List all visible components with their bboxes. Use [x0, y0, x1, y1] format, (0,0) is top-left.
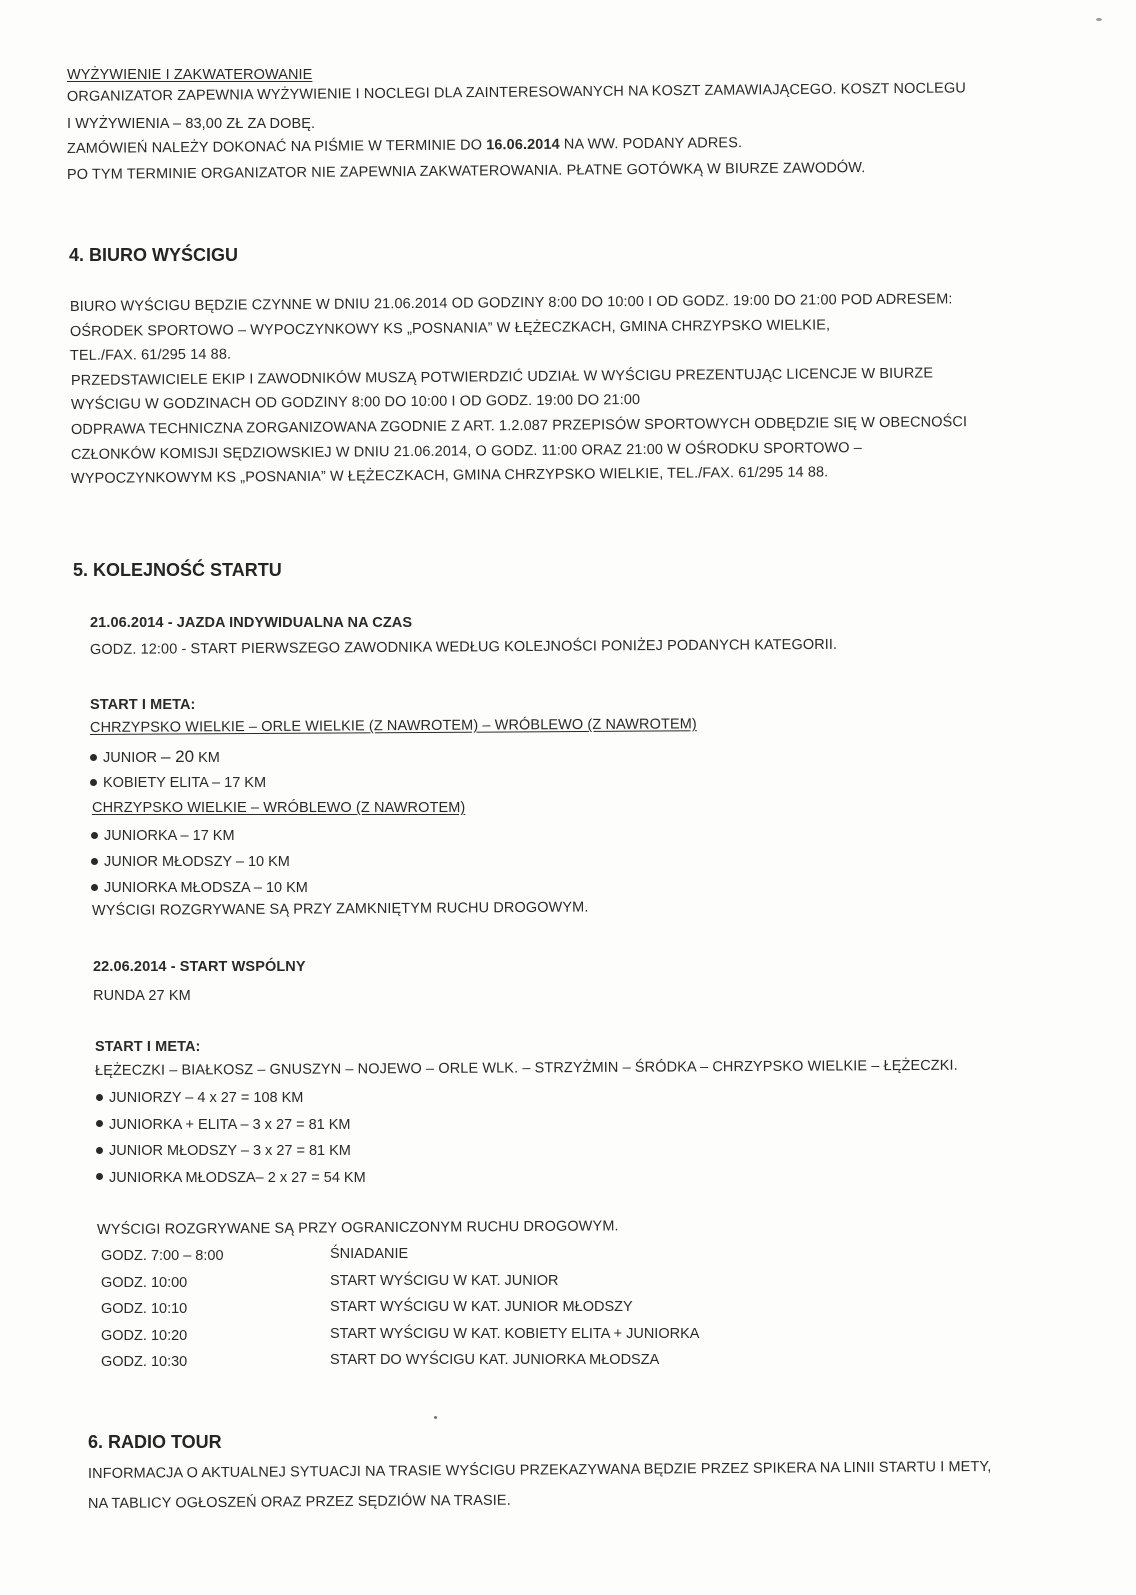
- day1-route2-item: [91, 827, 235, 845]
- day2-title: 22.06.2014 - START WSPÓLNY: [93, 959, 306, 975]
- schedule-time: GODZ. 10:20: [101, 1327, 188, 1344]
- section-4-line: OŚRODEK SPORTOWO – WYPOCZYNKOWY KS „POSNANIA” W ŁĘŻECZKACH, GMINA CHRZYPSKO WIELKIE,: [70, 316, 831, 340]
- schedule-activity: START WYŚCIGU W KAT. KOBIETY ELITA + JUNIORKA: [330, 1325, 700, 1342]
- section-6-line: INFORMACJA O AKTUALNEJ SYTUACJI NA TRASIE WYŚCIGU PRZEKAZYWANA BĘDZIE PRZEZ SPIKERA NA LINII STARTU I METY,: [87, 1458, 992, 1482]
- schedule-activity: START WYŚCIGU W KAT. JUNIOR: [330, 1272, 559, 1289]
- section-4-line: CZŁONKÓW KOMISJI SĘDZIOWSKIEJ W DNIU 21.06.2014, O GODZ. 11:00 ORAZ 21:00 W OŚRODKU SPORTOWO –: [71, 439, 863, 463]
- lodging-line-3-text: ZAMÓWIEŃ NALEŻY DOKONAĆ NA PIŚMIE W TERMINIE DO: [66, 137, 487, 157]
- day2-route: ŁĘŻECZKI – BIAŁKOSZ – GNUSZYN – NOJEWO – ORLE WLK. – STRZYŻMIN – ŚRÓDKA – CHRZYPSKO WIELKIE – ŁĘŻECZKI.: [94, 1057, 958, 1079]
- section-4-heading: 4. BIURO WYŚCIGU: [69, 245, 239, 265]
- schedule-time: GODZ. 7:00 – 8:00: [101, 1248, 224, 1264]
- day1-route1-item-women-elite: [90, 774, 266, 792]
- section-4-line: BIURO WYŚCIGU BĘDZIE CZYNNE W DNIU 21.06.2014 OD GODZINY 8:00 DO 10:00 I OD GODZ. 19:00 DO 21:00 POD ADRESEM:: [69, 291, 953, 315]
- day2-category-item: [96, 1169, 366, 1187]
- schedule-time: GODZ. 10:00: [101, 1274, 188, 1291]
- lodging-title: WYŻYWIENIE I ZAKWATEROWANIE: [67, 67, 313, 83]
- bullet-icon: [90, 779, 97, 786]
- day2-start-meta: START I META:: [95, 1039, 201, 1055]
- bullet-icon: [91, 832, 98, 839]
- day2-traffic-note: WYŚCIGI ROZGRYWANE SĄ PRZY OGRANICZONYM RUCHU DROGOWYM.: [96, 1218, 619, 1238]
- section-4-line: TEL./FAX. 61/295 14 88.: [70, 346, 232, 365]
- day1-route1-item-junior: [90, 748, 220, 767]
- bullet-icon: [96, 1094, 103, 1101]
- bullet-icon: [96, 1147, 103, 1154]
- day2-category-item: [96, 1142, 351, 1160]
- scan-speck: [1096, 18, 1102, 21]
- lodging-line-4: PO TYM TERMINIE ORGANIZATOR NIE ZAPEWNIA ZAKWATEROWANIA. PŁATNE GOTÓWKĄ W BIURZE ZAWODÓW.: [66, 160, 866, 183]
- day1-start-meta: START I META:: [90, 697, 196, 713]
- scan-speck: [434, 1416, 437, 1419]
- lodging-line-3-end: NA WW. PODANY ADRES.: [559, 135, 743, 153]
- item-label: JUNIORZY – 4 x 27 = 108 KM: [109, 1090, 304, 1106]
- schedule-activity: START WYŚCIGU W KAT. JUNIOR MŁODSZY: [330, 1299, 633, 1315]
- day2-subtitle: RUNDA 27 KM: [93, 988, 191, 1004]
- day1-route2-item: [91, 853, 290, 871]
- item-label: KOBIETY ELITA – 17 KM: [103, 775, 267, 791]
- item-label: JUNIORKA – 17 KM: [104, 828, 235, 844]
- bullet-icon: [96, 1120, 103, 1127]
- bullet-icon: [91, 884, 98, 891]
- bullet-icon: [96, 1173, 103, 1180]
- day2-category-item: [96, 1089, 303, 1107]
- item-label: JUNIORKA MŁODSZA – 10 KM: [104, 880, 308, 896]
- item-label: JUNIOR: [103, 750, 161, 766]
- day2-category-item: [96, 1116, 351, 1134]
- lodging-line-2: I WYŻYWIENIA – 83,00 ZŁ ZA DOBĘ.: [67, 116, 316, 132]
- item-label: JUNIORKA MŁODSZA– 2 x 27 = 54 KM: [109, 1169, 366, 1186]
- item-distance: – 20: [161, 747, 195, 766]
- day1-traffic-note: WYŚCIGI ROZGRYWANE SĄ PRZY ZAMKNIĘTYM RUCHU DROGOWYM.: [91, 899, 589, 919]
- section-4-line: ODPRAWA TECHNICZNA ZORGANIZOWANA ZGODNIE Z ART. 1.2.087 PRZEPISÓW SPORTOWYCH ODBĘDZIE SIĘ W OBECNOŚCI: [70, 414, 968, 438]
- section-4-line: WYPOCZYNKOWYM KS „POSNANIA” W ŁĘŻECZKACH, GMINA CHRZYPSKO WIELKIE, TEL./FAX. 61/295 14 88.: [71, 464, 829, 488]
- schedule-activity: ŚNIADANIE: [330, 1246, 409, 1262]
- day1-route-2: CHRZYPSKO WIELKIE – WRÓBLEWO (Z NAWROTEM): [92, 800, 466, 816]
- lodging-line-3: [67, 134, 742, 158]
- bullet-icon: [90, 754, 97, 761]
- schedule-time: GODZ. 10:30: [101, 1354, 188, 1370]
- item-label: JUNIORKA + ELITA – 3 x 27 = 81 KM: [109, 1116, 351, 1133]
- section-6-heading: 6. RADIO TOUR: [88, 1432, 222, 1452]
- section-5-heading: 5. KOLEJNOŚĆ STARTU: [73, 560, 282, 580]
- item-label: JUNIOR MŁODSZY – 10 KM: [104, 854, 290, 870]
- section-6-line: NA TABLICY OGŁOSZEŃ ORAZ PRZEZ SĘDZIÓW NA TRASIE.: [88, 1492, 512, 1512]
- schedule-activity: START DO WYŚCIGU KAT. JUNIORKA MŁODSZA: [330, 1352, 660, 1368]
- day1-route-1: CHRZYPSKO WIELKIE – ORLE WIELKIE (Z NAWROTEM) – WRÓBLEWO (Z NAWROTEM): [89, 716, 697, 736]
- day1-subtitle: GODZ. 12:00 - START PIERWSZEGO ZAWODNIKA WEDŁUG KOLEJNOŚCI PONIŻEJ PODANYCH KATEGORII.: [89, 636, 838, 658]
- day1-route2-item: [91, 879, 308, 897]
- lodging-line-1: ORGANIZATOR ZAPEWNIA WYŻYWIENIE I NOCLEGI DLA ZAINTERESOWANYCH NA KOSZT ZAMAWIAJĄCEGO. KOSZT NOCLEGU: [66, 80, 966, 105]
- day1-title: 21.06.2014 - JAZDA INDYWIDUALNA NA CZAS: [90, 615, 413, 631]
- section-4-line: WYŚCIGU W GODZINACH OD GODZINY 8:00 DO 10:00 I OD GODZ. 19:00 DO 21:00: [70, 392, 641, 414]
- schedule-time: GODZ. 10:10: [101, 1301, 188, 1317]
- lodging-deadline-date: 16.06.2014: [486, 136, 560, 154]
- section-4-line: PRZEDSTAWICIELE EKIP I ZAWODNIKÓW MUSZĄ POTWIERDZIĆ UDZIAŁ W WYŚCIGU PREZENTUJĄC LICENCJE W BIURZE: [70, 365, 933, 389]
- item-label: JUNIOR MŁODSZY – 3 x 27 = 81 KM: [109, 1143, 351, 1159]
- bullet-icon: [91, 858, 98, 865]
- item-unit: KM: [194, 750, 220, 766]
